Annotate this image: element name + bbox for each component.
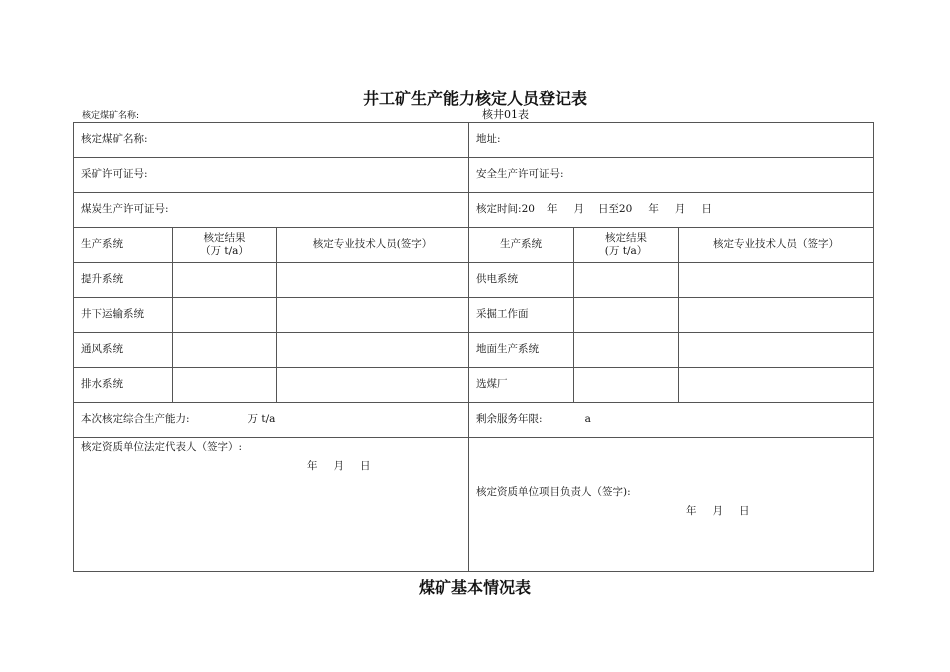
header-result-left-line2: （万 t/a） [200,245,249,257]
system-right-name: 选煤厂 [469,368,574,403]
address-label: 地址: [476,133,501,146]
table-row [74,298,874,333]
signature-row [74,438,874,572]
audit-time-label: 核定时间:20 [476,203,535,216]
header-result-left-line1: 核定结果 [203,231,246,244]
form-code: 核井01表 [482,108,529,121]
mine-name-caption: 核定煤矿名称: [82,111,140,121]
table-row [74,263,874,298]
table-row [74,158,874,193]
next-section-title: 煤矿基本情况表 [418,578,531,597]
system-right-name: 供电系统 [469,263,574,298]
header-staff-right: 核定专业技术人员（签字） [679,228,874,263]
legal-rep-year: 年 [307,460,318,473]
result-left-cell[interactable] [173,298,277,333]
coal-license-label: 煤炭生产许可证号: [81,203,169,216]
project-lead-day: 日 [739,505,750,518]
audit-time-year2: 年 [648,203,659,216]
header-system-right: 生产系统 [469,228,574,263]
staff-left-cell[interactable] [277,298,469,333]
legal-rep-signature[interactable] [74,438,469,572]
legal-rep-label: 核定资质单位法定代表人（签字）: [81,441,243,453]
system-left-name: 井下运输系统 [74,298,173,333]
safety-license-field[interactable] [469,158,874,193]
audit-time-month2: 月 [674,203,686,216]
staff-left-cell[interactable] [277,263,469,298]
project-lead-year: 年 [686,505,697,518]
system-right-name: 采掘工作面 [469,298,574,333]
header-result-right [574,228,679,263]
system-right-name: 地面生产系统 [469,333,574,368]
staff-left-cell[interactable] [277,333,469,368]
project-lead-signature[interactable] [469,438,874,572]
system-left-name: 通风系统 [74,333,173,368]
result-left-cell[interactable] [173,263,277,298]
staff-right-cell[interactable] [679,368,874,403]
table-row [74,123,874,158]
form-title: 井工矿生产能力核定人员登记表 [362,89,587,108]
table-header-row [74,228,874,263]
mine-name-label: 核定煤矿名称: [81,133,148,146]
capacity-unit: 万 t/a [247,413,276,426]
header-result-right-line1: 核定结果 [605,231,648,244]
table-row [74,193,874,228]
staff-left-cell[interactable] [277,368,469,403]
safety-license-label: 安全生产许可证号: [476,168,564,181]
project-lead-month: 月 [712,505,724,518]
table-row [74,333,874,368]
coal-license-field[interactable] [74,193,469,228]
header-staff-left: 核定专业技术人员(签字） [277,228,469,263]
table-row [74,403,874,438]
mine-name-field[interactable] [74,123,469,158]
mining-license-label: 采矿许可证号: [81,168,148,181]
audit-time-field[interactable] [469,193,874,228]
system-left-name: 排水系统 [74,368,173,403]
legal-rep-day: 日 [360,460,371,473]
table-row [74,368,874,403]
registration-table [73,122,874,572]
result-left-cell[interactable] [173,368,277,403]
staff-right-cell[interactable] [679,298,874,333]
remaining-unit: a [584,413,591,426]
header-system-left: 生产系统 [74,228,173,263]
system-left-name: 提升系统 [74,263,173,298]
remaining-label: 剩余服务年限: [476,413,543,426]
remaining-field[interactable] [469,403,874,438]
audit-time-day2: 日 [701,203,712,216]
audit-time-day-to: 日至20 [597,203,633,216]
staff-right-cell[interactable] [679,333,874,368]
result-right-cell[interactable] [574,298,679,333]
result-right-cell[interactable] [574,333,679,368]
project-lead-date [476,505,866,518]
audit-time-year: 年 [546,203,558,216]
result-right-cell[interactable] [574,263,679,298]
legal-rep-month: 月 [333,460,344,473]
staff-right-cell[interactable] [679,263,874,298]
project-lead-label: 核定资质单位项目负责人（签字): [476,486,631,498]
capacity-label: 本次核定综合生产能力: [81,413,190,426]
result-right-cell[interactable] [574,368,679,403]
result-left-cell[interactable] [173,333,277,368]
legal-rep-date [81,460,461,473]
mining-license-field[interactable] [74,158,469,193]
capacity-field[interactable] [74,403,469,438]
address-field[interactable] [469,123,874,158]
header-result-left [173,228,277,263]
header-result-right-line2: (万 t/a） [604,245,648,257]
audit-time-month: 月 [573,203,584,216]
